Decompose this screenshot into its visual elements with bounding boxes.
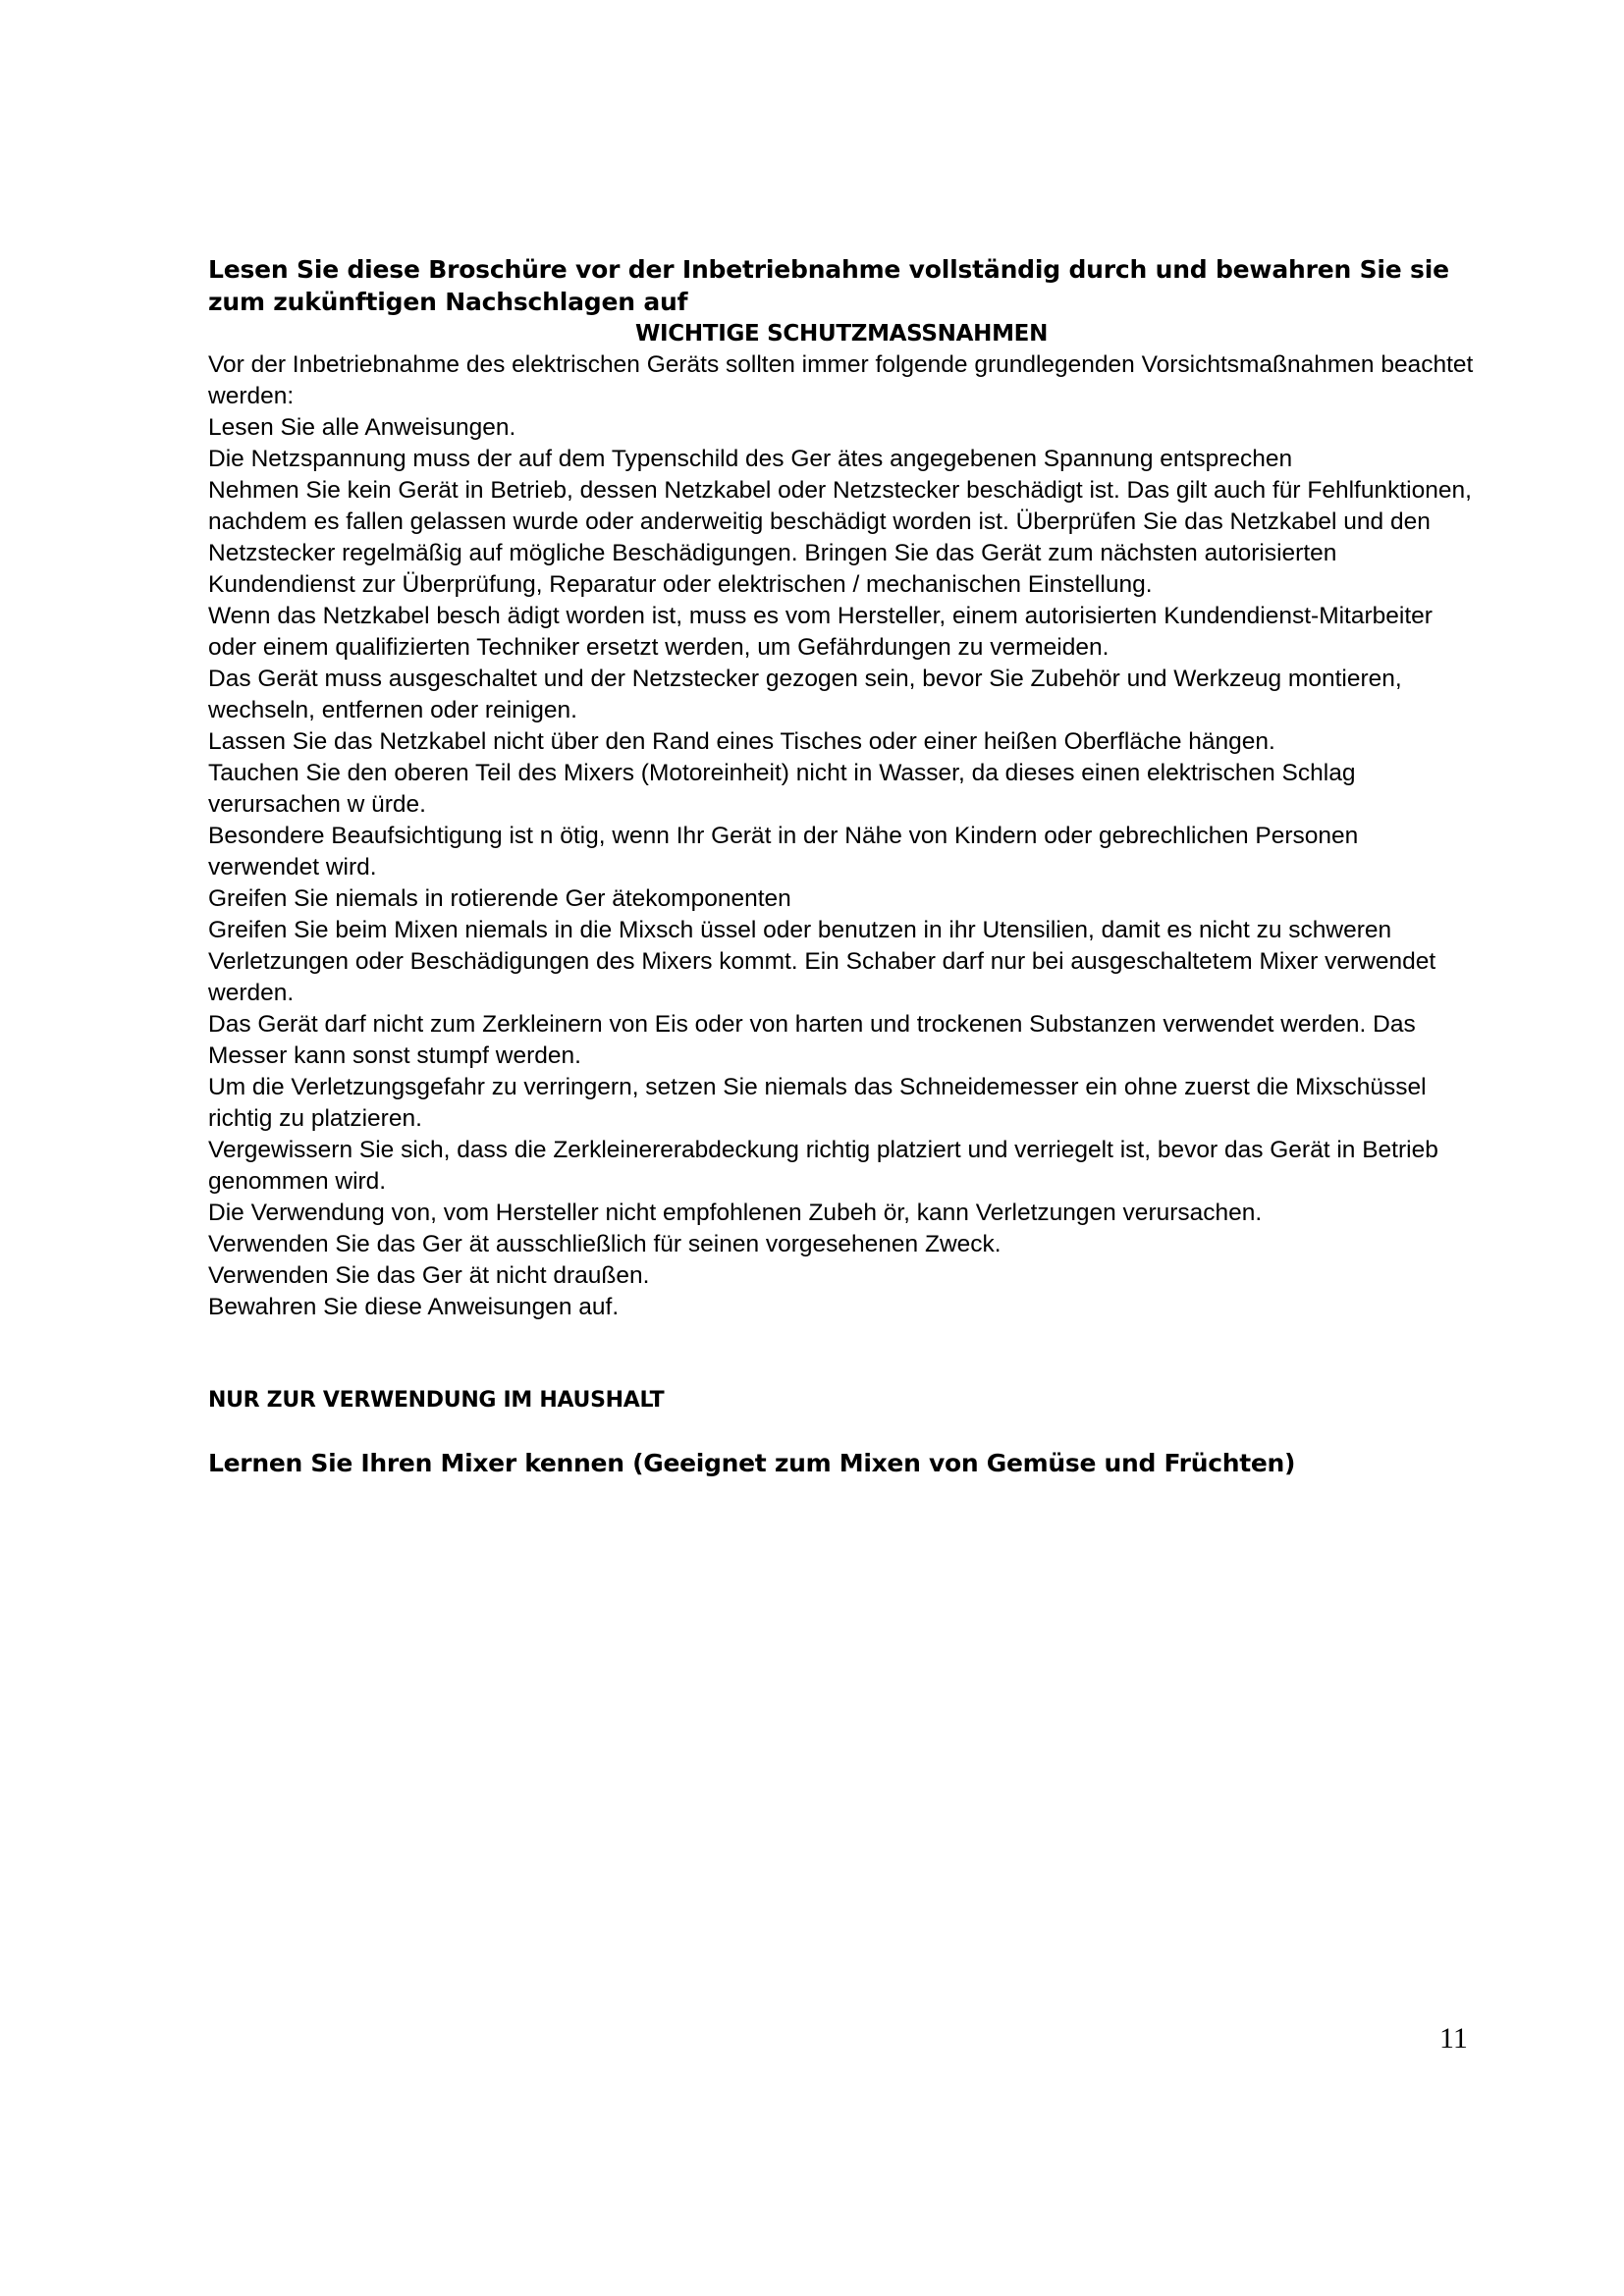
section-title: WICHTIGE SCHUTZMASSNAHMEN (634, 321, 1049, 347)
paragraph: Vergewissern Sie sich, dass die Zerkleinererabdeckung richtig platziert und verriegelt ist, bevor das Gerät in Betrieb genommen wird. (208, 1137, 1438, 1195)
paragraph: Die Verwendung von, vom Hersteller nicht empfohlenen Zubeh ör, kann Verletzungen verursachen. (208, 1200, 1263, 1226)
intro-text: Lesen Sie diese Broschüre vor der Inbetriebnahme vollständig durch und bewahren Sie sie zum zukünftigen Nachschlagen auf (208, 255, 1449, 316)
paragraph: Greifen Sie niemals in rotierende Ger ätekomponenten (208, 885, 791, 912)
paragraph: Tauchen Sie den oberen Teil des Mixers (Motoreinheit) nicht in Wasser, da dieses einen elektrischen Schlag verursachen w ürde. (208, 760, 1356, 818)
paragraph: Greifen Sie beim Mixen niemals in die Mixsch üssel oder benutzen in ihr Utensilien, damit es nicht zu schweren Verletzungen oder Beschädigungen des Mixers kommt. Ein Schaber darf nur bei ausgeschaltetem Mixer verwendet werden. (208, 917, 1436, 1006)
paragraph: Nehmen Sie kein Gerät in Betrieb, dessen Netzkabel oder Netzstecker beschädigt ist. Das gilt auch für Fehlfunktionen, nachdem es fallen gelassen wurde oder anderweitig beschädigt worden ist. Überprüfen Sie das Netzkabel und den Netzstecker regelmäßig auf mögliche Beschädigungen. Bringen Sie das Gerät zum nächsten autorisierten Kundendienst zur Überprüfung, Reparatur oder elektrischen / mechanischen Einstellung. (208, 477, 1472, 598)
paragraph: Das Gerät muss ausgeschaltet und der Netzstecker gezogen sein, bevor Sie Zubehör und Werkzeug montieren, wechseln, entfernen oder reinigen. (208, 666, 1402, 723)
paragraph: Wenn das Netzkabel besch ädigt worden ist, muss es vom Hersteller, einem autorisierten Kundendienst-Mitarbeiter oder einem qualifizierten Techniker ersetzt werden, um Gefährdungen zu vermeiden. (208, 603, 1433, 661)
paragraph: Vor der Inbetriebnahme des elektrischen Geräts sollten immer folgende grundlegenden Vorsichtsmaßnahmen beachtet werden: (208, 351, 1474, 409)
paragraph: Lassen Sie das Netzkabel nicht über den Rand eines Tisches oder einer heißen Oberfläche hängen. (208, 728, 1275, 755)
mixer-overview-heading: Lernen Sie Ihren Mixer kennen (Geeignet zum Mixen von Gemüse und Früchten) (208, 1449, 1296, 1477)
paragraph: Das Gerät darf nicht zum Zerkleinern von Eis oder von harten und trockenen Substanzen verwendet werden. Das Messer kann sonst stumpf werden. (208, 1011, 1416, 1069)
paragraph: Die Netzspannung muss der auf dem Typenschild des Ger ätes angegebenen Spannung entsprechen (208, 446, 1293, 472)
paragraph: Besondere Beaufsichtigung ist n ötig, wenn Ihr Gerät in der Nähe von Kindern oder gebrechlichen Personen verwendet wird. (208, 823, 1359, 881)
safety-instructions (208, 349, 1475, 1323)
household-use-heading: NUR ZUR VERWENDUNG IM HAUSHALT (208, 1388, 665, 1413)
main-content (208, 253, 1475, 1323)
paragraph: Bewahren Sie diese Anweisungen auf. (208, 1294, 620, 1320)
paragraph: Um die Verletzungsgefahr zu verringern, setzen Sie niemals das Schneidemesser ein ohne zuerst die Mixschüssel richtig zu platzieren. (208, 1074, 1427, 1132)
paragraph: Verwenden Sie das Ger ät ausschließlich für seinen vorgesehenen Zweck. (208, 1231, 1001, 1257)
paragraph: Verwenden Sie das Ger ät nicht draußen. (208, 1262, 650, 1289)
paragraph: Lesen Sie alle Anweisungen. (208, 414, 516, 441)
page-number: 11 (1439, 2022, 1468, 2055)
